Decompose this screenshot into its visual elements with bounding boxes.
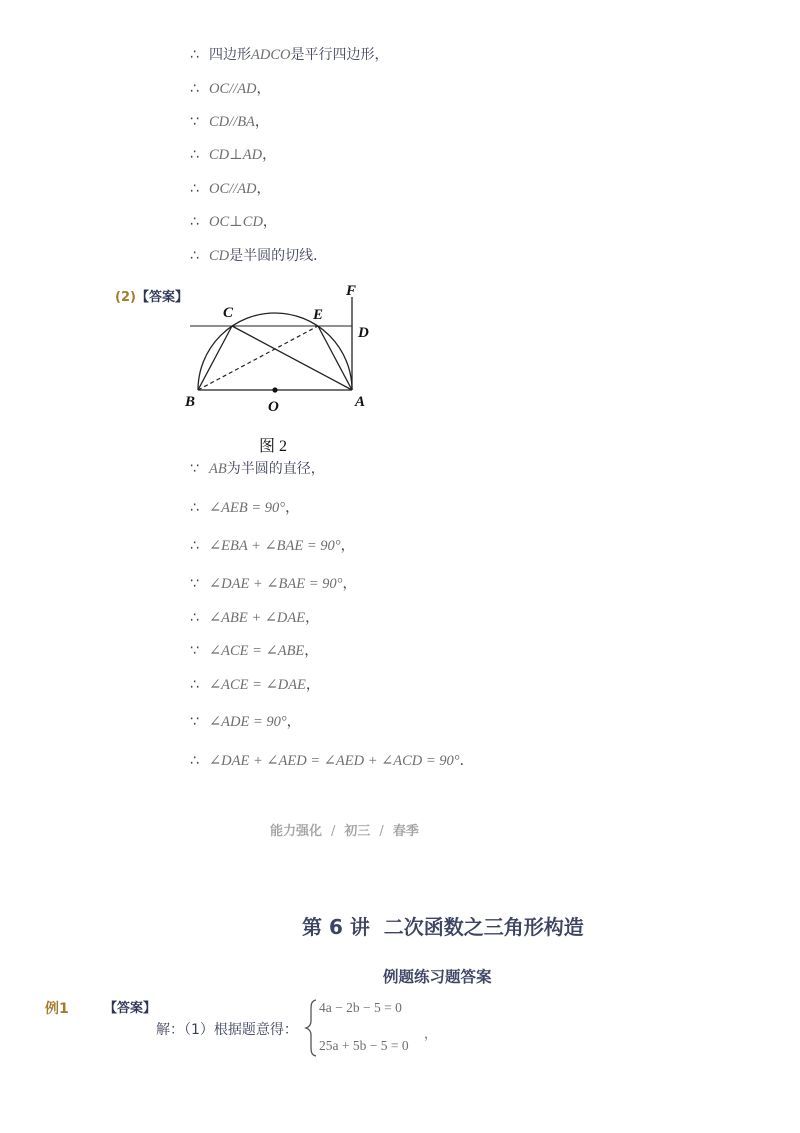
label-d: D (358, 325, 369, 341)
proof-step (190, 459, 325, 479)
logic-symbol: ∵ (190, 643, 199, 659)
logic-symbol: ∴ (190, 81, 199, 97)
step-text: 是半圆的切线． (229, 248, 328, 264)
step-text: ， (342, 576, 357, 592)
logic-symbol: ∵ (190, 576, 199, 592)
step-text: ， (256, 181, 271, 197)
logic-symbol: ∴ (190, 248, 199, 264)
step-math: OC⊥CD (209, 214, 263, 230)
step-text: ， (340, 538, 355, 554)
proof-step (190, 498, 299, 518)
logic-symbol: ∴ (190, 181, 199, 197)
step-text: ， (262, 214, 277, 230)
lesson-title: 第 6 讲 二次函数之三角形构造 (302, 915, 584, 939)
answer-tag: 【答案】 (104, 1001, 157, 1016)
step-text: ， (305, 610, 320, 626)
brace-icon (306, 1000, 316, 1056)
footer-series: 能力强化 (270, 824, 323, 839)
figure-caption: 图 2 (259, 438, 288, 455)
example-label: 例1 (45, 1001, 69, 1017)
proof-step (190, 112, 269, 132)
proof-step (190, 212, 277, 232)
label-e: E (313, 307, 324, 323)
step-math: ∠DAE + ∠BAE = 90° (209, 576, 343, 592)
step-math: ∠AEB = 90° (209, 500, 286, 516)
step-math: ∠ACE = ∠ABE (209, 643, 305, 659)
step-text: ， (256, 81, 271, 97)
center-point-o (272, 387, 277, 392)
step-text: ． (459, 753, 474, 769)
geometry-figure (180, 278, 380, 420)
system-brace (304, 998, 320, 1058)
label-c: C (223, 305, 234, 321)
footer-separator: / (379, 824, 384, 839)
solution-intro: 解：（1）根据题意得： (156, 1022, 298, 1038)
footer-term: 春季 (392, 824, 419, 839)
logic-symbol: ∴ (190, 753, 199, 769)
logic-symbol: ∴ (190, 214, 199, 230)
logic-symbol: ∴ (190, 47, 199, 63)
step-text: 为半圆的直径， (226, 461, 325, 477)
semicircle-arc (198, 313, 352, 390)
proof-step (190, 45, 388, 65)
step-text: ， (262, 147, 277, 163)
step-text: ， (304, 643, 319, 659)
step-math: CD⊥AD (209, 147, 263, 163)
logic-symbol: ∴ (190, 147, 199, 163)
label-b: B (185, 394, 196, 410)
proof-step (190, 608, 319, 628)
step-text: ， (254, 114, 269, 130)
proof-step (190, 246, 327, 266)
segment-bc (198, 326, 232, 390)
label-f: F (346, 283, 357, 299)
step-text: 四边形 (209, 47, 251, 63)
logic-symbol: ∴ (190, 610, 199, 626)
logic-symbol: ∵ (190, 714, 199, 730)
logic-symbol: ∴ (190, 677, 199, 693)
section-title: 例题练习题答案 (383, 968, 492, 986)
running-footer (270, 820, 419, 839)
step-math: OC//AD (209, 181, 257, 197)
step-math: ∠EBA + ∠BAE = 90° (209, 538, 341, 554)
proof-step (190, 145, 276, 165)
logic-symbol: ∴ (190, 538, 199, 554)
proof-step (190, 536, 355, 556)
step-math: AB (209, 461, 227, 477)
proof-step (190, 751, 474, 771)
system-trailing-comma: ， (424, 1027, 438, 1042)
part2-heading (115, 288, 188, 308)
proof-step (190, 79, 271, 99)
step-text: ， (286, 714, 301, 730)
footer-grade: 初三 (344, 824, 371, 839)
footer-separator: / (331, 824, 336, 839)
segment-ca (232, 326, 352, 390)
proof-step (190, 574, 356, 594)
logic-symbol: ∴ (190, 500, 199, 516)
logic-symbol: ∵ (190, 461, 199, 477)
step-math: ∠ADE = 90° (209, 714, 287, 730)
proof-step (190, 712, 301, 732)
equation-1: 4a − 2b − 5 = 0 (319, 1000, 402, 1015)
part-number: (2) (115, 290, 136, 305)
proof-step (190, 179, 271, 199)
label-a: A (355, 394, 366, 410)
step-math: ∠DAE + ∠AED = ∠AED + ∠ACD = 90° (209, 753, 460, 769)
logic-symbol: ∵ (190, 114, 199, 130)
equation-2: 25a + 5b − 5 = 0 (319, 1038, 409, 1053)
dashed-segment-be (198, 326, 318, 390)
step-math: CD (209, 248, 230, 264)
label-o: O (268, 399, 279, 415)
step-text: ， (285, 500, 300, 516)
step-math: OC//AD (209, 81, 257, 97)
step-text: 是平行四边形， (290, 47, 389, 63)
answer-tag: 【答案】 (135, 290, 188, 305)
proof-step (190, 641, 318, 661)
step-math: ADCO (251, 47, 291, 63)
proof-step (190, 675, 320, 695)
step-math: CD//BA (209, 114, 255, 130)
step-math: ∠ACE = ∠DAE (209, 677, 306, 693)
step-math: ∠ABE + ∠DAE (209, 610, 306, 626)
step-text: ， (305, 677, 320, 693)
